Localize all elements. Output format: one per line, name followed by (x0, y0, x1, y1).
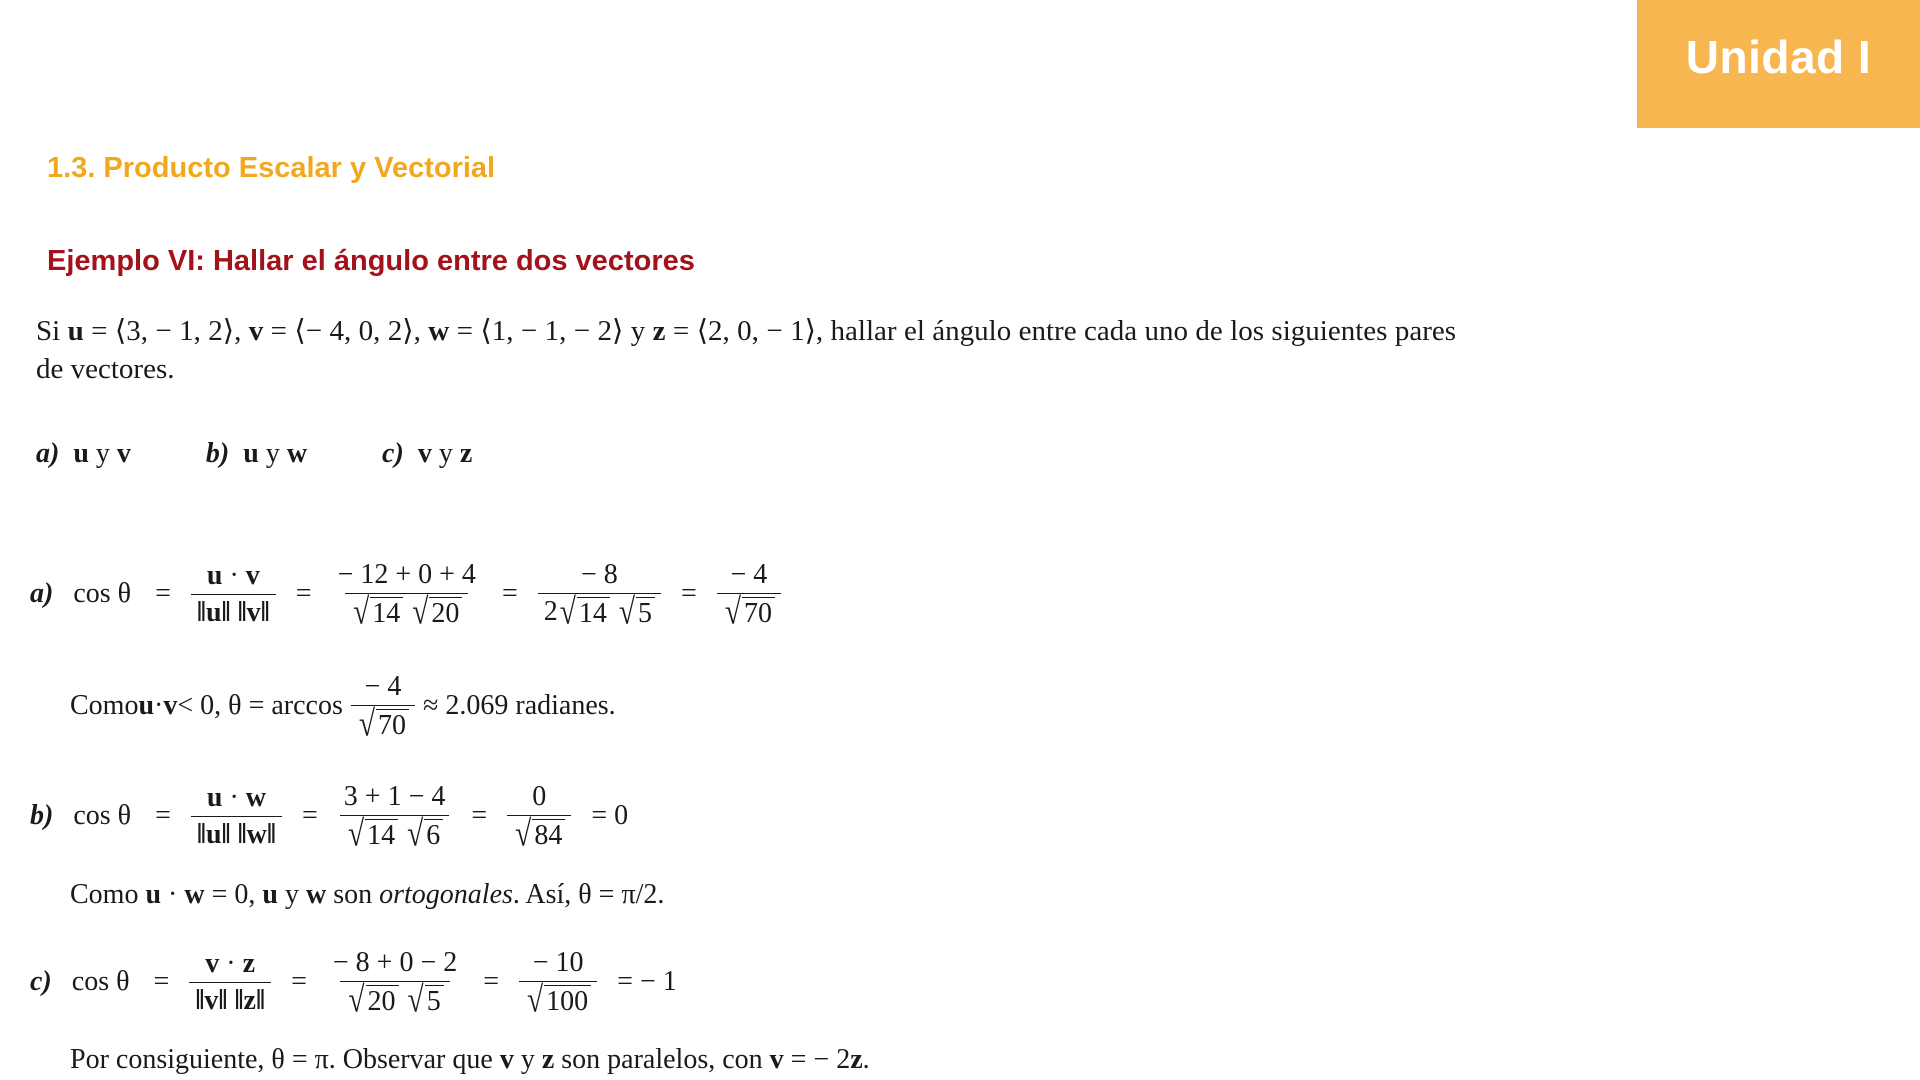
solution-a-cos: cos θ (73, 578, 132, 610)
solution-c-equals-3: = (483, 966, 500, 998)
solution-b-fraction-1 (191, 783, 282, 851)
vector-w-symbol: w (428, 315, 450, 347)
vector-z-value: = ⟨2, 0, − 1⟩, hallar el ángulo entre cada uno de los siguientes pares de vectores. (36, 315, 1457, 386)
solution-c-tag: c) (30, 966, 52, 998)
note-middle: = 0, (204, 879, 263, 910)
solution-b-tag: b) (30, 800, 54, 832)
sqrt-icon: √ 5 (617, 597, 655, 630)
note-prefix: Por consiguiente, θ = π. Observar que (70, 1044, 500, 1075)
fraction-denominator (507, 815, 571, 852)
note-a-fraction (351, 672, 415, 742)
sqrt-icon: √ 14 (351, 597, 403, 630)
solution-a-equals-4: = (681, 578, 697, 610)
fraction-denominator: ‖v‖ ‖z‖ (189, 982, 271, 1017)
numerator-vector-1: u (206, 560, 223, 591)
list-item (36, 438, 131, 470)
item-tag: c) (382, 438, 404, 469)
sqrt-icon: √ 70 (723, 597, 775, 630)
statement-prefix: Si (36, 315, 68, 347)
unit-banner (1637, 0, 1920, 128)
numerator-vector-2: w (245, 782, 266, 813)
vector-u-value: = ⟨3, − 1, 2⟩, (83, 315, 249, 347)
note-vector-u-2: u (262, 879, 278, 910)
note-vector-v: v (163, 690, 178, 722)
note-equals: = − 2 (783, 1044, 851, 1075)
solution-b-note (70, 880, 664, 911)
note-emphasis: ortogonales (379, 879, 513, 910)
item-first-vector: v (417, 438, 432, 469)
item-first-vector: u (73, 438, 89, 469)
solution-c-fraction-2 (327, 948, 463, 1018)
denominator-coefficient: 2 (543, 595, 558, 627)
solution-a-fraction-3 (538, 560, 661, 630)
sqrt-icon: √ 5 (406, 985, 444, 1018)
numerator-vector-1: v (205, 948, 220, 979)
fraction-denominator: ‖u‖ ‖v‖ (191, 594, 276, 629)
note-vector-u: u (138, 690, 155, 722)
note-prefix: Como (70, 690, 139, 722)
fraction-denominator (340, 981, 449, 1018)
fraction-numerator: − 4 (730, 559, 768, 590)
solution-c-fraction-3 (519, 948, 597, 1018)
fraction-denominator (519, 981, 597, 1018)
fraction-numerator: − 10 (532, 947, 584, 978)
fraction-denominator (538, 593, 661, 630)
sqrt-icon: √ 14 (346, 819, 398, 852)
solution-c-equals-2: = (291, 966, 307, 998)
dot-operator: · (219, 948, 243, 979)
solution-b (30, 782, 640, 852)
fraction-denominator (345, 593, 468, 630)
sqrt-icon: √ 100 (525, 985, 591, 1018)
solution-a-fraction-2 (332, 560, 482, 630)
solution-a-tag: a) (30, 578, 54, 610)
dot-operator: · (161, 879, 185, 910)
solution-c (30, 948, 689, 1018)
numerator-vector-2: z (242, 948, 256, 979)
dot-operator: · (222, 782, 246, 813)
note-vector-w: w (184, 879, 205, 910)
sqrt-icon: √ 84 (513, 819, 565, 852)
vector-w-value: = ⟨1, − 1, − 2⟩ y (449, 315, 653, 347)
problem-statement (36, 312, 1456, 389)
sqrt-icon: √ 70 (357, 709, 409, 742)
solution-b-fraction-3 (507, 782, 571, 852)
vector-u-symbol: u (67, 315, 84, 347)
note-middle: son paralelos, con (554, 1044, 770, 1075)
vector-v-value: = ⟨− 4, 0, 2⟩, (263, 315, 429, 347)
item-tag: a) (36, 438, 60, 469)
item-conjunction: y (438, 438, 453, 469)
item-conjunction: y (95, 438, 110, 469)
item-list (36, 438, 540, 470)
note-tail: . Así, θ = π/2. (512, 879, 665, 910)
fraction-numerator (199, 949, 261, 982)
note-tail: . (862, 1044, 870, 1075)
solution-c-result: = − 1 (617, 966, 677, 998)
solution-a-note (70, 672, 616, 742)
note-conjunction: y (277, 879, 306, 910)
unit-banner-label: Unidad I (1685, 31, 1872, 83)
fraction-denominator (340, 815, 449, 852)
fraction-numerator: 0 (532, 781, 547, 812)
note-conjunction: y (513, 1044, 542, 1075)
fraction-numerator: − 12 + 0 + 4 (337, 559, 476, 590)
fraction-numerator (201, 561, 266, 594)
sqrt-icon: √ 20 (410, 597, 462, 630)
fraction-denominator: ‖u‖ ‖w‖ (191, 816, 282, 851)
item-second-vector: z (459, 438, 473, 469)
numerator-vector-1: u (206, 782, 223, 813)
solution-c-fraction-1 (189, 949, 271, 1017)
solution-b-cos: cos θ (73, 800, 132, 832)
solution-c-equals-1: = (153, 966, 170, 998)
item-tag: b) (205, 438, 230, 469)
solution-b-result: = 0 (591, 800, 629, 832)
fraction-numerator: − 4 (364, 671, 402, 702)
fraction-numerator: 3 + 1 − 4 (343, 781, 446, 812)
note-tail: ≈ 2.069 radianes. (423, 690, 616, 722)
dot-operator: · (154, 690, 164, 722)
item-second-vector: v (116, 438, 131, 469)
fraction-denominator (351, 705, 415, 742)
vector-z-symbol: z (652, 315, 666, 347)
note-prefix: Como (70, 879, 146, 910)
sqrt-icon: √ 20 (346, 985, 398, 1018)
dot-operator: · (222, 560, 246, 591)
note-vector-v-2: v (769, 1044, 784, 1075)
note-vector-z-2: z (850, 1044, 863, 1075)
fraction-numerator: − 8 (580, 559, 618, 590)
note-vector-z: z (541, 1044, 555, 1075)
vector-v-symbol: v (248, 315, 264, 347)
list-item (382, 438, 472, 470)
note-vector-w-2: w (305, 879, 327, 910)
list-item (206, 438, 307, 470)
solution-c-cos: cos θ (71, 966, 130, 998)
solution-a-equals-2: = (295, 578, 312, 610)
section-title: 1.3. Producto Escalar y Vectorial (47, 152, 496, 184)
numerator-vector-2: v (245, 560, 260, 591)
solution-b-equals-3: = (471, 800, 488, 832)
fraction-numerator (201, 783, 272, 816)
solution-a-fraction-4 (717, 560, 781, 630)
solution-b-equals-2: = (301, 800, 318, 832)
solution-a (30, 560, 789, 630)
sqrt-icon: √ 14 (558, 597, 610, 630)
solution-b-fraction-2 (338, 782, 452, 852)
sqrt-icon: √ 6 (405, 819, 443, 852)
fraction-denominator (717, 593, 781, 630)
solution-a-equals-3: = (501, 578, 518, 610)
solution-b-equals-1: = (155, 800, 171, 832)
example-title: Ejemplo VI: Hallar el ángulo entre dos vectores (47, 245, 695, 277)
solution-a-fraction-1 (191, 561, 276, 629)
note-vector-u: u (145, 879, 162, 910)
item-first-vector: u (243, 438, 259, 469)
note-son: son (326, 879, 380, 910)
solution-c-note (70, 1045, 870, 1076)
fraction-numerator: − 8 + 0 − 2 (332, 947, 458, 978)
item-conjunction: y (265, 438, 280, 469)
note-condition: < 0, θ = arccos (177, 690, 343, 722)
note-vector-v: v (499, 1044, 514, 1075)
item-second-vector: w (286, 438, 308, 469)
solution-a-equals-1: = (155, 578, 171, 610)
